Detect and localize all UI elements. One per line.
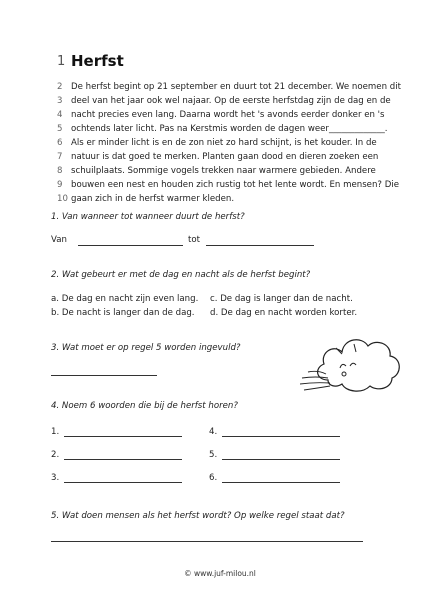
q4-answer-line-3[interactable] — [64, 482, 182, 483]
line-number: 7 — [57, 152, 63, 162]
q1-from-label: Van — [51, 235, 67, 245]
q1-to-answer-line[interactable] — [206, 245, 314, 246]
line-number: 9 — [57, 180, 63, 190]
line-text: ochtends later licht. Pas na Kerstmis worden de dagen weer_____________. — [71, 124, 388, 134]
line-text: schuilplaats. Sommige vogels trekken naar warmere gebieden. Andere — [71, 166, 376, 176]
line-number: 2 — [57, 82, 63, 92]
q5-answer-line[interactable] — [51, 541, 363, 542]
q4-answer-line-5[interactable] — [222, 459, 340, 460]
line-text: bouwen een nest en houden zich rustig tot het lente wordt. En mensen? Die — [71, 180, 399, 190]
q4-number-6: 6. — [209, 473, 218, 483]
line-number: 6 — [57, 138, 63, 148]
q2-option-d[interactable]: d. De dag en nacht worden korter. — [210, 308, 358, 318]
line-number: 8 — [57, 166, 63, 176]
page-title: Herfst — [71, 52, 124, 70]
question-2: 2. Wat gebeurt er met de dag en nacht als de herfst begint? — [51, 270, 311, 280]
line-text: natuur is dat goed te merken. Planten gaan dood en dieren zoeken een — [71, 152, 379, 162]
question-3: 3. Wat moet er op regel 5 worden ingevuld? — [51, 343, 241, 353]
q4-number-2: 2. — [51, 450, 60, 460]
q4-number-1: 1. — [51, 427, 60, 437]
q2-option-c[interactable]: c. De dag is langer dan de nacht. — [210, 294, 353, 304]
q4-number-3: 3. — [51, 473, 60, 483]
q4-number-5: 5. — [209, 450, 218, 460]
line-number: 3 — [57, 96, 63, 106]
footer-copyright: © www.juf-milou.nl — [184, 569, 256, 578]
line-text: deel van het jaar ook wel najaar. Op de eerste herfstdag zijn de dag en de — [71, 96, 391, 106]
q2-option-a[interactable]: a. De dag en nacht zijn even lang. — [51, 294, 199, 304]
question-4: 4. Noem 6 woorden die bij de herfst horen? — [51, 401, 238, 411]
q2-option-b[interactable]: b. De nacht is langer dan de dag. — [51, 308, 195, 318]
q4-answer-line-2[interactable] — [64, 459, 182, 460]
q3-answer-line[interactable] — [51, 375, 157, 376]
line-number: 4 — [57, 110, 63, 120]
line-text: De herfst begint op 21 september en duurt tot 21 december. We noemen dit — [71, 82, 401, 92]
title-line-number: 1 — [57, 54, 66, 69]
wind-cloud-icon — [300, 328, 405, 398]
q1-from-answer-line[interactable] — [78, 245, 183, 246]
question-1: 1. Van wanneer tot wanneer duurt de herfst? — [51, 212, 245, 222]
line-number: 10 — [57, 194, 68, 204]
line-text: gaan zich in de herfst warmer kleden. — [71, 194, 235, 204]
line-number: 5 — [57, 124, 63, 134]
q4-answer-line-4[interactable] — [222, 436, 340, 437]
q4-answer-line-6[interactable] — [222, 482, 340, 483]
q4-number-4: 4. — [209, 427, 218, 437]
q1-to-label: tot — [188, 235, 200, 245]
line-text: nacht precies even lang. Daarna wordt het 's avonds eerder donker en 's — [71, 110, 385, 120]
question-5: 5. Wat doen mensen als het herfst wordt? Op welke regel staat dat? — [51, 511, 345, 521]
line-text: Als er minder licht is en de zon niet zo hard schijnt, is het kouder. In de — [71, 138, 377, 148]
q4-answer-line-1[interactable] — [64, 436, 182, 437]
